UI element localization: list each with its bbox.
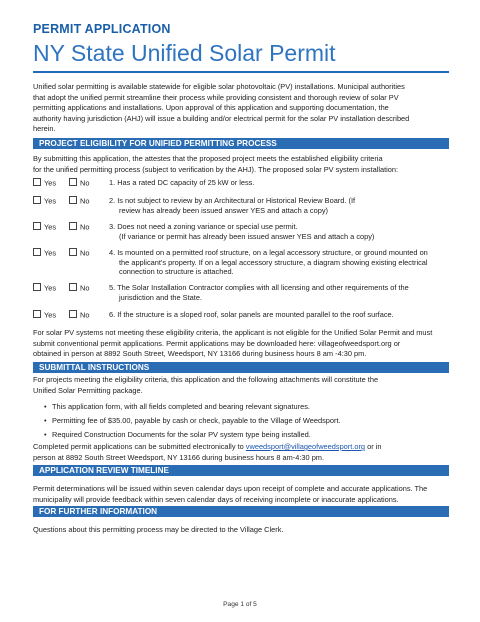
checkbox-box (69, 248, 77, 256)
yes-checkbox[interactable] (33, 248, 56, 258)
yes-label: Yes (44, 222, 57, 232)
submittal-lead-line: For projects meeting the eligibility criteria, this application and the following attachments will constitute the (33, 375, 379, 384)
eligibility-item-subtext: review has already been issued answer YES and attach a copy) (119, 205, 328, 215)
section-heading-eligibility: PROJECT ELIGIBILITY FOR UNIFIED PERMITTING PROCESS (33, 138, 449, 149)
no-checkbox[interactable] (69, 283, 89, 293)
eligibility-note (33, 328, 449, 360)
section-heading-submittal: SUBMITTAL INSTRUCTIONS (33, 362, 449, 373)
no-label: No (80, 283, 90, 293)
no-checkbox[interactable] (69, 222, 89, 232)
intro-line: Unified solar permitting is available statewide for eligible solar photovoltaic (PV) installations. Municipal authorities (33, 82, 405, 91)
review-paragraph (33, 484, 449, 505)
eligibility-lead-line: for the unified permitting process (subject to verification by the AHJ). The proposed solar PV system installation: (33, 164, 399, 174)
closing-text: Completed permit applications can be submitted electronically to (33, 442, 246, 451)
checkbox-box (33, 178, 41, 186)
eligibility-item-text: 6. If the structure is a sloped roof, solar panels are mounted parallel to the roof surface. (109, 310, 394, 319)
eligibility-item-subtext: jurisdiction and the State. (119, 292, 202, 302)
eligibility-lead (33, 154, 449, 175)
checkbox-box (33, 222, 41, 230)
eligibility-item-text: 5. The Solar Installation Contractor complies with all licensing and other requirements of the (109, 283, 409, 292)
eligibility-item-text: 1. Has a rated DC capacity of 25 kW or less. (109, 178, 255, 187)
no-checkbox[interactable] (69, 178, 89, 188)
no-checkbox[interactable] (69, 248, 89, 258)
section-heading-review: APPLICATION REVIEW TIMELINE (33, 465, 449, 476)
eligibility-item-text: 2. Is not subject to review by an Architectural or Historical Review Board. (If (109, 196, 356, 205)
intro-line: that adopt the unified permit streamline their process while providing consistent and thorough review of solar PV (33, 92, 399, 102)
yes-label: Yes (44, 248, 57, 258)
document-kicker: PERMIT APPLICATION (33, 22, 171, 36)
checkbox-box (69, 178, 77, 186)
checkbox-box (33, 283, 41, 291)
checkbox-box (33, 196, 41, 204)
intro-line: authority having jurisdiction (AHJ) will issue a building and/or electrical permit for the solar PV installation described (33, 113, 410, 123)
yes-checkbox[interactable] (33, 196, 56, 206)
list-item: • Permitting fee of $35.00, payable by cash or check, payable to the Village of Weedsport. (33, 416, 449, 426)
eligibility-lead-line: By submitting this application, the attestes that the proposed project meets the established eligibility criteria (33, 154, 383, 163)
no-label: No (80, 178, 90, 188)
eligibility-note-line: submit conventional permit applications. Permit applications may be downloaded here: villageofweedsport.org or (33, 338, 401, 348)
section-heading-further: FOR FURTHER INFORMATION (33, 506, 449, 517)
eligibility-item-text: 3. Does not need a zoning variance or special use permit. (109, 222, 298, 231)
list-item: • This application form, with all fields completed and bearing relevant signatures. (33, 402, 449, 412)
list-item: • Required Construction Documents for the solar PV system type being installed. (33, 430, 449, 440)
eligibility-item-subtext: the applicant's property. If on a legal accessory structure, a diagram showing existing electrical (119, 257, 428, 267)
submittal-lead-line: Unified Solar Permitting package. (33, 385, 143, 395)
document-title: NY State Unified Solar Permit (33, 40, 336, 66)
submittal-closing (33, 442, 449, 463)
eligibility-item-subtext: (If variance or permit has already been issued answer YES and attach a copy) (119, 231, 375, 241)
yes-checkbox[interactable] (33, 283, 56, 293)
no-checkbox[interactable] (69, 310, 89, 320)
further-paragraph: Questions about this permitting process may be directed to the Village Clerk. (33, 525, 284, 534)
review-line: municipality will provide feedback within seven calendar days of receiving incomplete or inaccurate applications. (33, 494, 399, 504)
checkbox-box (69, 222, 77, 230)
checkbox-box (33, 310, 41, 318)
eligibility-item-subtext: connection to structure is attached. (119, 267, 234, 276)
yes-checkbox[interactable] (33, 222, 56, 232)
yes-label: Yes (44, 283, 57, 293)
yes-checkbox[interactable] (33, 178, 56, 188)
no-label: No (80, 248, 90, 258)
closing-text-end: or in (365, 442, 382, 451)
yes-label: Yes (44, 310, 57, 320)
title-rule (33, 71, 449, 73)
intro-line: herein. (33, 124, 56, 134)
submittal-lead (33, 375, 449, 396)
checkbox-box (69, 310, 77, 318)
page-number: Page 1 of 5 (223, 601, 257, 608)
no-label: No (80, 196, 90, 206)
submittal-closing-line (33, 442, 449, 453)
submittal-list (33, 402, 449, 444)
yes-label: Yes (44, 178, 57, 188)
intro-line: permitting applications and installations. Upon approval of this application and supporting documentation, the (33, 103, 389, 113)
no-label: No (80, 222, 90, 232)
checkbox-box (69, 196, 77, 204)
eligibility-item-text: 4. Is mounted on a permitted roof structure, on a legal accessory structure, or ground mounted on (109, 248, 428, 257)
review-line: Permit determinations will be issued within seven calendar days upon receipt of complete and accurate applications. The (33, 484, 428, 493)
eligibility-note-line: For solar PV systems not meeting these eligibility criteria, the applicant is not eligible for the Unified Solar Permit and must (33, 328, 433, 337)
eligibility-note-line: obtained in person at 8892 South Street, Weedsport, NY 13166 during business hours 8 am -4:30 pm. (33, 349, 367, 359)
no-label: No (80, 310, 90, 320)
submittal-closing-line: person at 8892 South Street Weedsport, NY 13166 during business hours 8 am-4:30 pm. (33, 452, 325, 462)
yes-checkbox[interactable] (33, 310, 56, 320)
yes-label: Yes (44, 196, 57, 206)
email-link[interactable]: vweedsport@villageofweedsport.org (245, 442, 366, 451)
checkbox-box (33, 248, 41, 256)
no-checkbox[interactable] (69, 196, 89, 206)
checkbox-box (69, 283, 77, 291)
intro-paragraph (33, 82, 449, 135)
